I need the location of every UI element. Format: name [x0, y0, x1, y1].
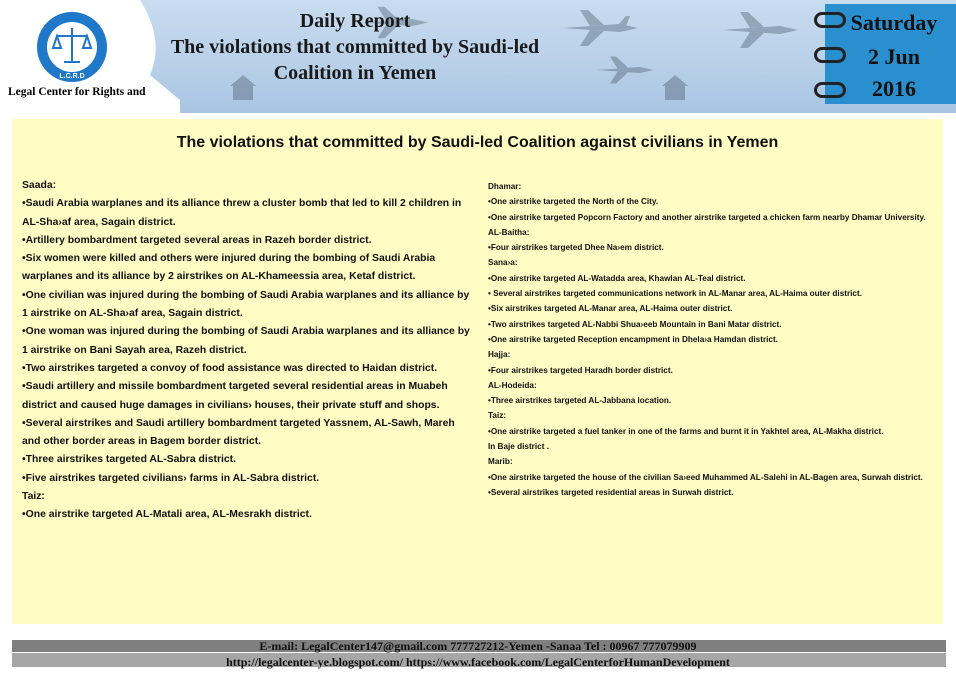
report-header — [0, 0, 956, 113]
warplane-icon — [595, 55, 655, 85]
justice-scale-logo — [35, 10, 109, 84]
violation-item: • Several airstrikes targeted communications network in AL-Manar area, AL-Haima outer district. — [488, 289, 862, 299]
violation-item: •Several airstrikes and Saudi artillery bombardment targeted Yassnem, AL-Sawh, Mareh and other border areas in Bagem border district. — [22, 417, 455, 448]
violation-item: •One airstrike targeted AL-Matali area, AL-Mesrakh district. — [22, 509, 312, 521]
violation-item: •Three airstrikes targeted AL-Jabbana location. — [488, 396, 672, 406]
violation-item: •Six women were killed and others were injured during the bombing of Saudi Arabia warplanes and its alliance by 2 airstrikes on AL-Khameessia area, Ketaf district. — [22, 253, 436, 283]
violation-item: •Five airstrikes targeted civilians› farms in AL-Sabra district. — [22, 472, 320, 484]
footer-links: http://legalcenter-ye.blogspot.com/ https://www.facebook.com/LegalCenterforHumanDevelopment — [226, 655, 730, 669]
report-title — [150, 8, 560, 86]
region-heading: Taiz: — [22, 491, 45, 503]
region-heading: Taiz: — [488, 411, 507, 421]
violation-item: •Six airstrikes targeted AL-Manar area, AL-Haima outer district. — [488, 304, 733, 314]
violation-item: •Saudi artillery and missile bombardment targeted several residential areas in Muabeh district and caused huge damages in civilians› houses, their private stuff and shops. — [22, 381, 448, 411]
binder-ring-icon — [814, 12, 846, 28]
violation-item: •One airstrike targeted AL-Watadda area, Khawlan AL-Teal district. — [488, 273, 746, 283]
report-body — [12, 119, 943, 624]
binder-ring-icon — [814, 82, 846, 98]
title-line: Coalition in Yemen — [273, 62, 437, 84]
region-heading: AL-Baitha: — [488, 227, 530, 237]
warplane-icon — [560, 8, 640, 48]
violation-item: •One airstrike targeted Popcorn Factory and another airstrike targeted a chicken farm nearby Dhamar University. — [488, 212, 926, 222]
report-day: Saturday — [850, 10, 938, 35]
region-heading: Sana›a: — [488, 258, 518, 268]
violation-item: •Four airstrikes targeted Dhee Na›em district. — [488, 243, 664, 253]
violation-item: •One airstrike targeted a fuel tanker in one of the farms and burnt it in Yakhtel area, AL-Makha district. — [488, 426, 884, 436]
binder-ring-icon — [814, 47, 846, 63]
region-heading: Dhamar: — [488, 182, 522, 191]
logo-text: L.C.R.D — [59, 73, 85, 80]
region-heading: AL-Hodeida: — [488, 380, 537, 390]
footer-contact: E-mail: LegalCenter147@gmail.com 777727212-Yemen -Sanaa Tel : 00967 777079909 — [259, 639, 697, 653]
right-column — [488, 179, 940, 500]
violation-item: •Four airstrikes targeted Haradh border district. — [488, 365, 673, 375]
main-title: The violations that committed by Saudi-led Coalition against civilians in Yemen — [176, 134, 779, 151]
title-line: Daily Report — [299, 10, 411, 32]
violation-item: •Two airstrikes targeted a convoy of food assistance was directed to Haidan district. — [22, 362, 438, 374]
violation-item: •One airstrike targeted Reception encampment in Dhela›a Hamdan district. — [488, 334, 778, 344]
left-column — [22, 177, 474, 525]
warplane-icon — [720, 10, 800, 50]
organization-name: Legal Center for Rights and — [8, 86, 146, 98]
violation-item: In Baje district . — [488, 442, 549, 452]
violation-item: •One woman was injured during the bombing of Saudi Arabia warplanes and its alliance by 1 airstrike on Bani Sayah area, Razeh district. — [22, 326, 470, 356]
title-line: The violations that committed by Saudi-led — [170, 36, 540, 58]
region-heading: Saada: — [22, 180, 57, 191]
region-heading: Hajja: — [488, 350, 511, 360]
violation-item: •One airstrike targeted the house of the civilian Sa›eed Muhammed AL-Salehi in AL-Bagen area, Surwah district. — [488, 472, 923, 482]
violation-item: •Two airstrikes targeted AL-Nabbi Shua›eeb Mountain in Bani Matar district. — [488, 319, 782, 329]
violation-item: •Several airstrikes targeted residential areas in Surwah district. — [488, 487, 734, 497]
violation-item: •Artillery bombardment targeted several areas in Razeh border district. — [22, 234, 372, 246]
violation-item: •One civilian was injured during the bombing of Saudi Arabia warplanes and its alliance by 1 airstrike on AL-Sha›af area, Sagain district. — [22, 289, 470, 320]
violation-item: •Saudi Arabia warplanes and its alliance threw a cluster bomb that led to kill 2 children in AL-Sha›af area, Sagain district. — [22, 198, 462, 228]
violation-item: •Three airstrikes targeted AL-Sabra district. — [22, 454, 237, 466]
region-heading: Marib: — [488, 457, 513, 467]
violation-item: •One airstrike targeted the North of the City. — [488, 197, 659, 207]
report-year: 2016 — [872, 76, 916, 101]
house-icon — [660, 72, 690, 102]
report-date: 2 Jun — [868, 44, 920, 69]
